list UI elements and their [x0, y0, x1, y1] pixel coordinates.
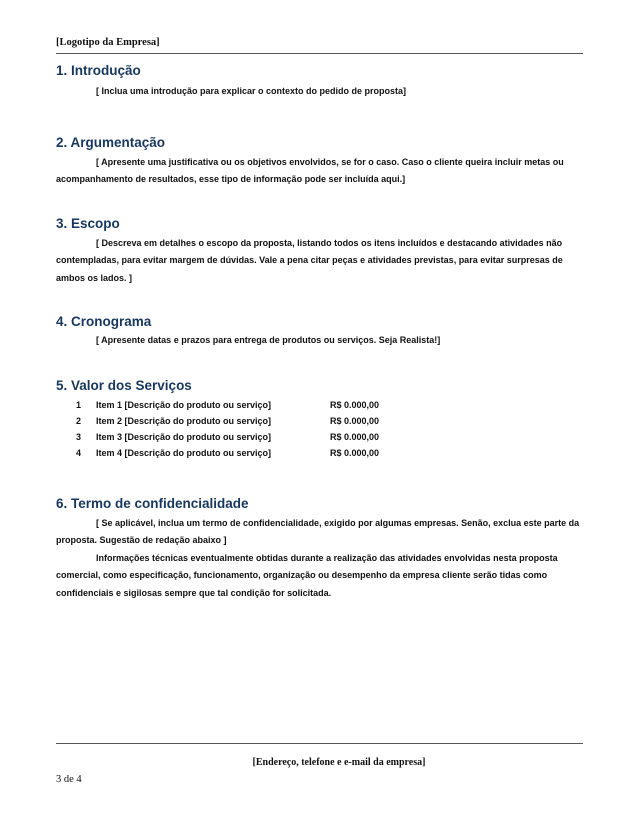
page-number: 3 de 4 [56, 774, 82, 785]
section-title: 5. Valor dos Serviços [56, 377, 192, 393]
section-title: 3. Escopo [56, 215, 120, 231]
list-item [56, 445, 583, 461]
item-price: R$ 0.000,00 [330, 415, 380, 426]
list-item [56, 397, 583, 413]
item-number: 1 [76, 399, 82, 410]
section-text: [ Se aplicável, inclua um termo de confidencialidade, exigido por algumas empresas. Senão, exclua este parte da proposta. Sugestão de redação abaixo ] [56, 517, 580, 545]
section-text: [ Inclua uma introdução para explicar o contexto do pedido de proposta] [96, 86, 407, 96]
section-argumentation [56, 134, 583, 189]
section-services-value [56, 377, 583, 461]
section-title: 1. Introdução [56, 63, 141, 78]
section-scope [56, 215, 583, 288]
item-price: R$ 0.000,00 [330, 447, 380, 458]
item-description: Item 2 [Descrição do produto ou serviço] [96, 415, 272, 426]
section-title: 2. Argumentação [56, 134, 166, 150]
section-text: [ Apresente uma justificativa ou os objetivos envolvidos, se for o caso. Caso o cliente queira incluir metas ou acompanhamento de resultados, esse tipo de informação pode ser incluída aqui.] [56, 156, 564, 184]
section-schedule [56, 313, 583, 350]
confidentiality-clause: Informações técnicas eventualmente obtidas durante a realização das atividades envolvidas nesta proposta comercial, como especificação, funcionamento, organização ou desempenho da empresa cliente serão tidas como confidenciais e sigilosas sempre que tal condição for solicitada. [56, 552, 558, 598]
item-price: R$ 0.000,00 [330, 399, 380, 410]
item-price: R$ 0.000,00 [330, 431, 380, 442]
list-item [56, 413, 583, 429]
company-logo-placeholder: [Logotipo da Empresa] [56, 37, 160, 48]
services-list [56, 397, 583, 461]
section-confidentiality [56, 495, 583, 603]
section-title: 4. Cronograma [56, 314, 152, 329]
footer-address-text: [Endereço, telefone e e-mail da empresa] [252, 757, 426, 768]
item-number: 2 [76, 415, 82, 426]
item-description: Item 4 [Descrição do produto ou serviço] [96, 447, 272, 458]
section-title: 6. Termo de confidencialidade [56, 495, 249, 511]
footer-divider [56, 743, 583, 744]
item-description: Item 1 [Descrição do produto ou serviço] [96, 399, 272, 410]
section-text: [ Descreva em detalhes o escopo da proposta, listando todos os itens incluídos e destacando atividades não contempladas, para evitar margem de dúvidas. Vale a pena citar peças e atividades previstas, para evitar surpresas de ambos os lados. ] [56, 237, 563, 283]
section-text: [ Apresente datas e prazos para entrega de produtos ou serviços. Seja Realista!] [96, 335, 441, 345]
item-number: 4 [76, 447, 82, 458]
header-divider [56, 53, 583, 54]
item-description: Item 3 [Descrição do produto ou serviço] [96, 431, 272, 442]
list-item [56, 429, 583, 445]
section-introduction [56, 62, 583, 101]
footer-address [0, 757, 638, 768]
item-number: 3 [76, 431, 82, 442]
document-body [56, 62, 583, 602]
